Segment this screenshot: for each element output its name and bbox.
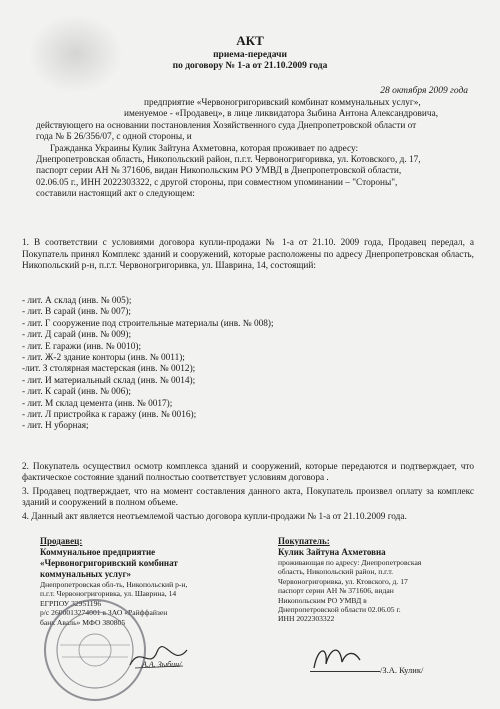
buyer-block <box>278 536 478 624</box>
list-item: - лит. И материальный склад (инв. № 0014); <box>22 375 196 386</box>
intro-line: 02.06.05 г., ИНН 2022303322, с другой стороны, при совместном упоминании – "Стороны", <box>36 177 398 188</box>
document-subtitle: приема-передачи <box>213 50 287 60</box>
contract-reference: по договору № 1-а от 21.10.2009 года <box>172 61 328 71</box>
seller-heading: Продавец: <box>40 536 83 546</box>
buyer-detail: Червоногригоривка, ул. Ктовского, д. 17 <box>278 576 408 586</box>
intro-line: составили настоящий акт о следующем: <box>36 189 195 200</box>
seller-account: р/с 2600013274001 в ЗАО «Райффайзен <box>40 608 168 618</box>
buyer-heading: Покупатель: <box>278 536 330 546</box>
intro-line: паспорт серии АН № 371606, видан Никопольским РО УМВД в Днепропетровской области, <box>36 166 402 177</box>
list-item: - лит. А склад (инв. № 005); <box>22 296 132 306</box>
buyer-detail: проживающая по адресу: Днепропетровская <box>278 558 422 567</box>
intro-line: предприятие «Червоногригоривский комбинат коммунальных услуг», <box>144 98 421 108</box>
seller-address: Днепропетровская обл-ть, Никопольский р-н, <box>40 580 188 589</box>
seller-name: Коммунальное предприятие <box>40 547 156 557</box>
seller-name: «Червоногригоривский комбинат <box>40 558 178 568</box>
list-item: - лит. М склад цемента (инв. № 0017); <box>22 398 173 409</box>
list-item: - лит. К сарай (инв. № 006); <box>22 387 131 398</box>
document-title: АКТ <box>236 33 264 48</box>
closing-paragraphs <box>22 462 474 525</box>
buyer-detail: Никопольским РО УМВД в <box>278 595 367 605</box>
intro-line: действующего на основании постановления Хозяйственного суда Днепропетровской области от <box>36 120 417 131</box>
seller-name: коммунальных услуг» <box>40 569 132 579</box>
buyer-detail: область, Никопольский район, п.г.т. <box>278 567 393 577</box>
buyer-detail: Днепропетровской области 02.06.05 г. <box>278 605 401 615</box>
list-item: - лит. Г сооружение под строительные материалы (инв. № 008); <box>22 318 274 329</box>
paragraph-4: 4. Данный акт является неотъемлемой частью договора купли-продажи № 1-а от 21.10.2009 года. <box>22 511 407 522</box>
buyer-signature-line <box>310 671 380 672</box>
list-item: - лит. Д сарай (инв. № 009); <box>22 330 132 341</box>
list-item: -лит. З столярная мастерская (инв. № 0012); <box>22 364 196 375</box>
seller-bank: банк Аваль» МФО 380805 <box>40 617 126 627</box>
intro-line: года № Б 26/356/07, с одной стороны, и <box>36 132 192 143</box>
buyer-detail: ИНН 2022303322 <box>278 614 335 624</box>
paragraph-1: 1. В соответствии с условиями договора купли-продажи № 1-а от 21.10. 2009 года, Продавец передал, а Покупатель принял Комплекс зданий и сооружений, которые расположены по адресу Днепропетровская область, Никопольский р-н, п.г.т. Червоногригоривка, ул. Шаврина, 14, состоящий: <box>22 238 474 272</box>
document-date: 28 октября 2009 года <box>380 86 468 96</box>
seller-code: ЕГРПОУ 32951196 <box>40 598 102 608</box>
list-item: - лит. Ж-2 здание конторы (инв. № 0011); <box>22 353 185 364</box>
intro-line: именуемое - «Продавец», в лице ликвидатора Зыбина Антона Александровича, <box>124 109 439 120</box>
intro-line: Гражданка Украины Кулик Зайтуна Ахметовна, которая проживает по адресу: <box>50 143 359 154</box>
property-list <box>22 296 274 433</box>
buyer-signature-name: /З.А. Кулик/ <box>380 665 424 675</box>
buyer-signature <box>306 638 366 678</box>
buyer-detail: паспорт серии АН № 371606, видан <box>278 586 394 596</box>
list-item: - лит. Е гаражи (инв. № 0010); <box>22 341 142 352</box>
seller-signature <box>125 640 195 675</box>
seller-signature-name: А.А. Зыбин/ <box>142 660 182 669</box>
seller-address: п.г.т. Червоногригоривка, ул. Шаврина, 14 <box>40 589 177 599</box>
buyer-name: Кулик Зайтуна Ахметовна <box>278 547 386 557</box>
intro-block <box>36 98 476 201</box>
list-item: - лит. Н уборная; <box>22 421 89 432</box>
list-item: - лит. В сарай (инв. № 007); <box>22 307 131 318</box>
paragraph-2: 2. Покупатель осуществил осмотр комплекса зданий и сооружений, которые передаются и подтверждает, что фактическое состояние зданий полностью соответствует условиям договора . <box>22 462 474 484</box>
list-item: - лит. Л пристройка к гаражу (инв. № 0016); <box>22 410 197 421</box>
intro-line: Днепропетровская область, Никопольский район, п.г.т. Червоногригоривка, ул. Котовского, д. 17, <box>36 155 421 166</box>
paragraph-3: 3. Продавец подтверждает, что на момент составления данного акта, Покупатель произвел оплату за комплекс зданий и сооружений в полном объеме. <box>22 486 474 509</box>
